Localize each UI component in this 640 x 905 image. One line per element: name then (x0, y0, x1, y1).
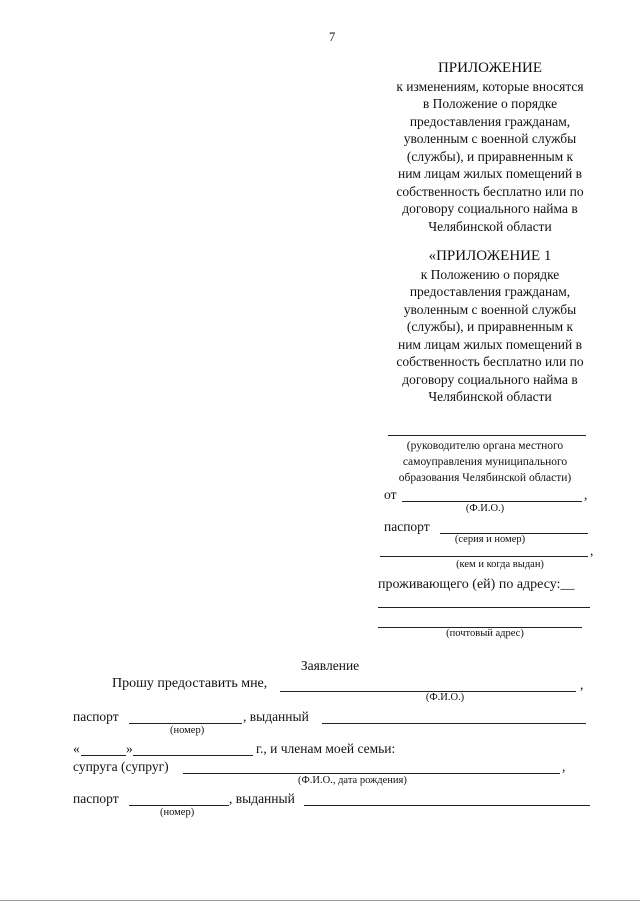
appendix1-line: Челябинской области (428, 389, 552, 404)
applicant-number-hint: (номер) (170, 725, 205, 736)
appendix-line: предоставления гражданам, (409, 113, 571, 129)
applicant-issued-field[interactable] (322, 723, 586, 724)
series-hint: (серия и номер) (454, 534, 526, 545)
issued-comma: , (590, 543, 594, 558)
appendix-line: уволенным с военной службы (403, 131, 577, 146)
date-close-quote: » (126, 741, 133, 756)
request-comma: , (580, 677, 584, 692)
postal-hint: (почтовый адрес) (446, 628, 524, 639)
issued-hint: (кем и когда выдан) (456, 559, 544, 570)
appendix1-line: к Положению о порядке (420, 266, 560, 282)
applicant-passport-label: паспорт (73, 709, 119, 724)
appendix1-line: договору социального найма в (402, 371, 578, 387)
from-comma: , (584, 487, 588, 502)
appendix-line: в Положение о порядке (422, 96, 558, 111)
date-day-field[interactable] (81, 755, 126, 756)
request-fio-hint: (Ф.И.О.) (425, 692, 465, 703)
appendix-header (370, 60, 610, 235)
family-text: г., и членам моей семьи: (256, 741, 396, 756)
spouse-field[interactable] (183, 773, 560, 774)
spouse-comma: , (562, 759, 566, 774)
appendix1-line: уволенным с военной службы (403, 301, 577, 317)
appendix1-title: «ПРИЛОЖЕНИЕ 1 (428, 248, 552, 264)
addressee-hint-line: (руководителю органа местного (406, 440, 564, 452)
appendix-line: (службы), и приравненным к (406, 148, 574, 164)
addressee-hint-line: образования Челябинской области) (398, 472, 572, 484)
page-bottom-rule (0, 900, 640, 901)
spouse-hint: (Ф.И.О., дата рождения) (298, 775, 407, 786)
applicant-issued-label: , выданный (243, 709, 309, 724)
from-fio-field[interactable] (402, 501, 582, 502)
request-label: Прошу предоставить мне, (112, 676, 268, 691)
spouse-issued-label: , выданный (229, 791, 295, 806)
passport-label: паспорт (384, 519, 430, 534)
residing-label: проживающего (ей) по адресу:__ (378, 577, 575, 592)
spouse-number-hint: (номер) (160, 807, 195, 818)
appendix-line: к изменениям, которые вносятся (396, 78, 584, 94)
issued-by-field[interactable] (380, 556, 588, 557)
date-month-year-field[interactable] (133, 755, 253, 756)
applicant-passport-field[interactable] (129, 723, 242, 724)
addressee-hint-line: самоуправления муниципального (402, 456, 568, 468)
appendix1-line: ним лицам жилых помещений в (397, 336, 582, 352)
appendix-line: ним лицам жилых помещений в (397, 166, 582, 181)
page-number: 7 (329, 30, 336, 44)
appendix1-line: предоставления гражданам, (409, 284, 571, 299)
appendix1-header (370, 248, 610, 406)
spouse-label: супруга (супруг) (73, 759, 169, 774)
date-open-quote: « (73, 741, 80, 756)
appendix-line: Челябинской области (428, 218, 552, 234)
appendix1-line: (службы), и приравненным к (406, 319, 574, 334)
appendix-line: собственность бесплатно или по (396, 183, 584, 199)
addressee-hint (370, 438, 600, 486)
address-field-1[interactable] (378, 607, 590, 608)
appendix-title: ПРИЛОЖЕНИЕ (437, 60, 543, 76)
addressee-line[interactable] (388, 435, 586, 436)
appendix-line: договору социального найма в (402, 201, 578, 216)
spouse-passport-label: паспорт (73, 791, 119, 806)
spouse-passport-field[interactable] (129, 805, 229, 806)
from-label: от (384, 487, 397, 502)
from-fio-hint: (Ф.И.О.) (465, 503, 505, 514)
appendix1-line: собственность бесплатно или по (396, 354, 584, 369)
statement-title: Заявление (300, 658, 360, 673)
spouse-issued-field[interactable] (304, 805, 590, 806)
